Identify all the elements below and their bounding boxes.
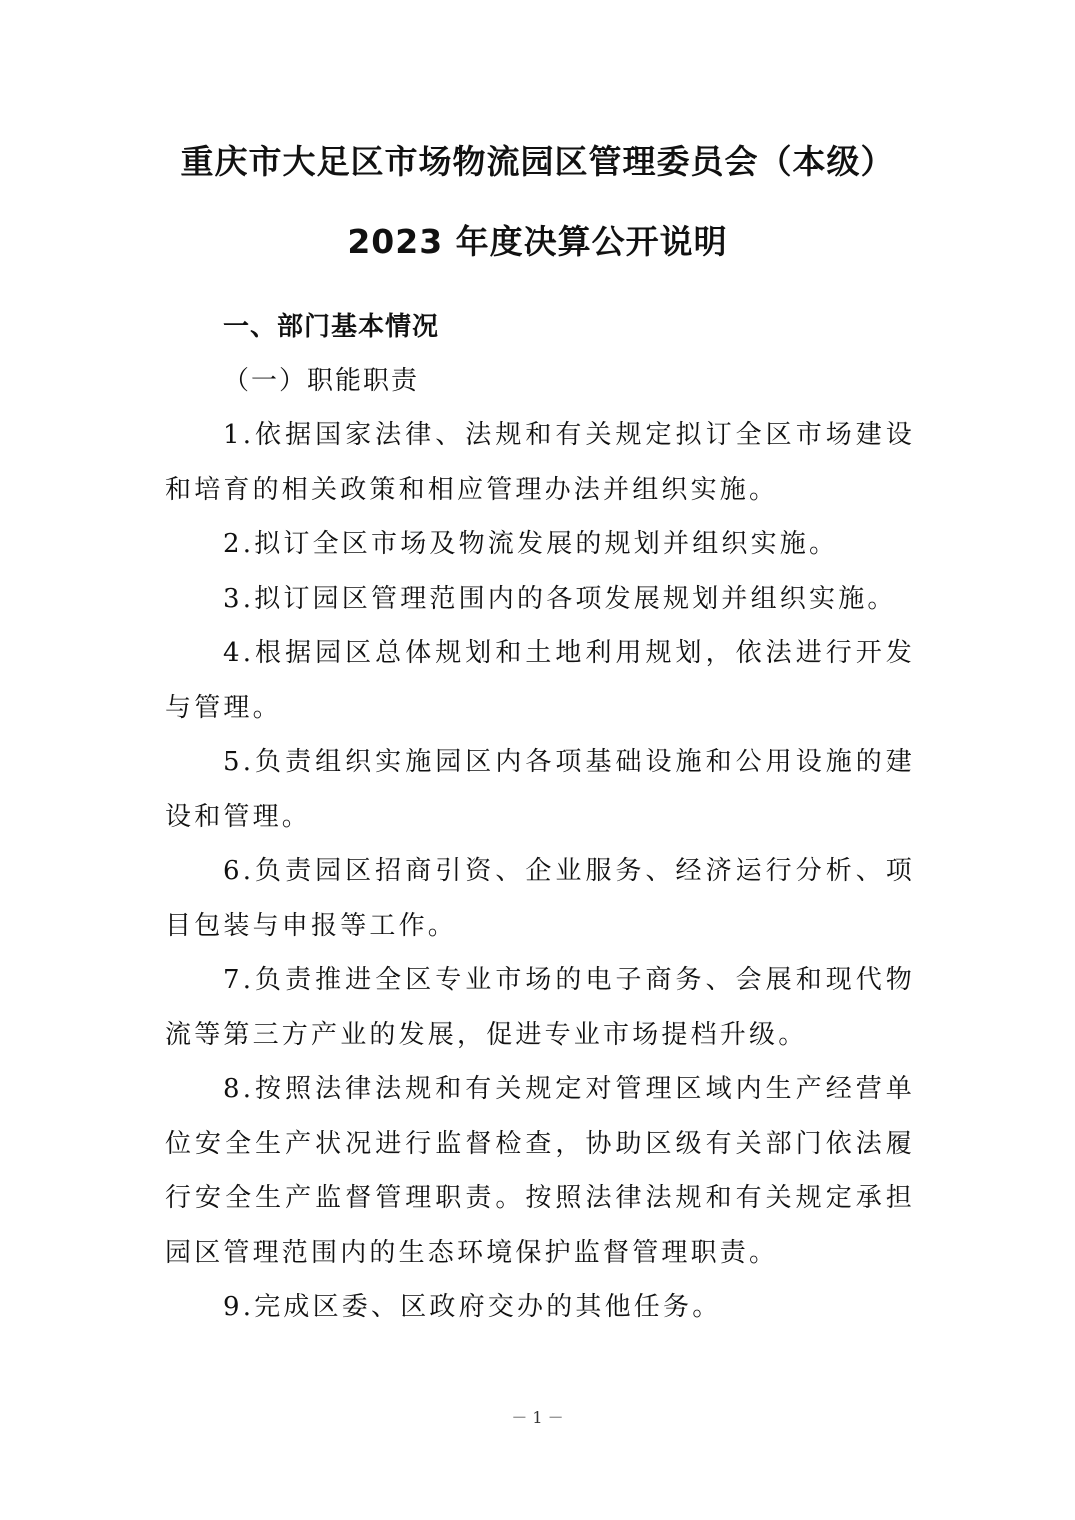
document-title-line1: 重庆市大足区市场物流园区管理委员会（本级）: [180, 142, 895, 181]
section-heading: 一、部门基本情况: [223, 312, 440, 342]
duty-item-9: 9.完成区委、区政府交办的其他任务。: [223, 1292, 722, 1322]
duty-item-1: 1.依据国家法律、法规和有关规定拟订全区市场建设和培育的相关政策和相应管理办法并组织实施。: [165, 420, 915, 505]
duty-item-4: 4.根据园区总体规划和土地利用规划，依法进行开发与管理。: [165, 638, 915, 723]
subsection-heading: （一）职能职责: [223, 366, 420, 396]
duty-item-2: 2.拟订全区市场及物流发展的规划并组织实施。: [223, 529, 839, 559]
duty-item-6: 6.负责园区招商引资、企业服务、经济运行分析、项目包装与申报等工作。: [165, 856, 915, 941]
page-number: － 1 －: [511, 1408, 564, 1427]
duty-item-5: 5.负责组织实施园区内各项基础设施和公用设施的建设和管理。: [165, 747, 915, 832]
duty-item-3: 3.拟订园区管理范围内的各项发展规划并组织实施。: [223, 583, 897, 614]
document-body: [165, 300, 915, 1335]
duty-item-8: 8.按照法律法规和有关规定对管理区域内生产经营单位安全生产状况进行监督检查，协助区级有关部门依法履行安全生产监督管理职责。按照法律法规和有关规定承担园区管理范围内的生态环境保护监督管理职责。: [165, 1074, 915, 1268]
document-title-line2: 2023 年度决算公开说明: [347, 222, 728, 261]
duty-item-7: 7.负责推进全区专业市场的电子商务、会展和现代物流等第三方产业的发展，促进专业市场提档升级。: [165, 965, 915, 1050]
